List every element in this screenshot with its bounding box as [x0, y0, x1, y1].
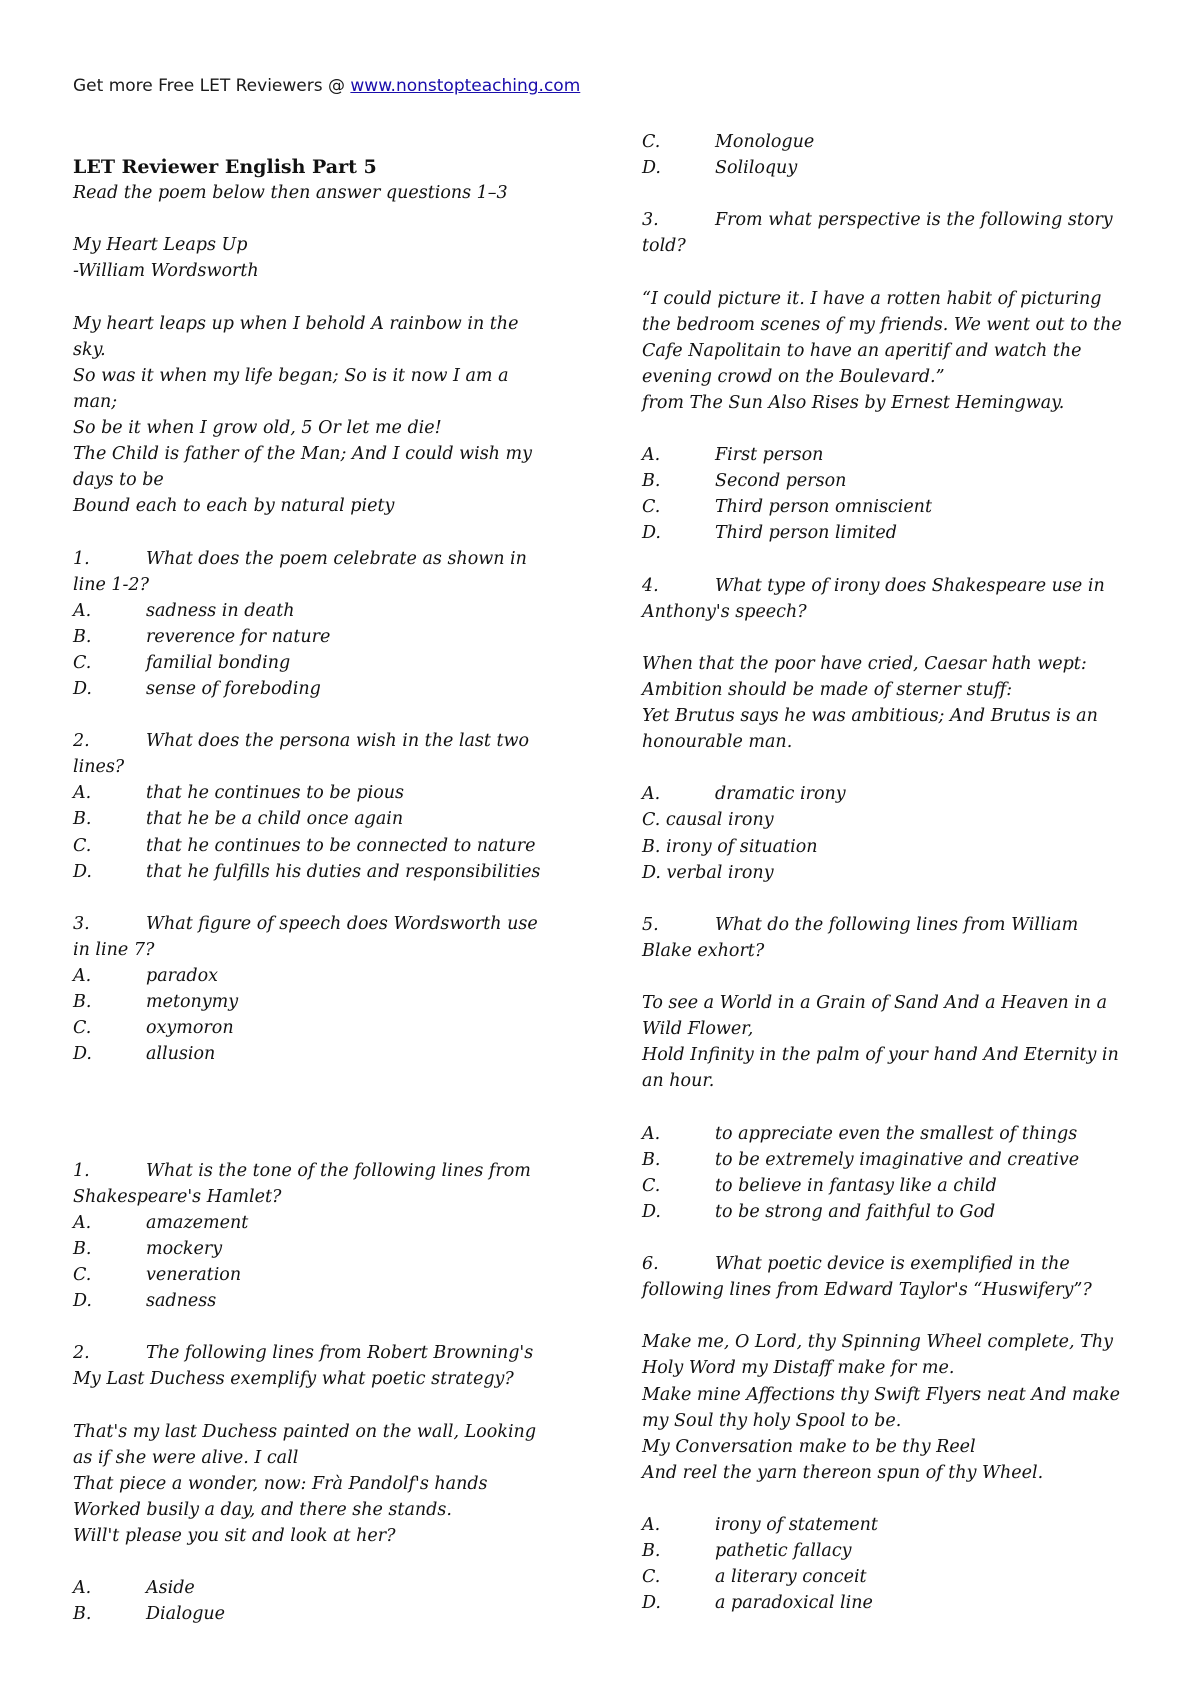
passage-line: Will't please you sit and look at her? — [73, 1525, 396, 1546]
question-stem — [642, 1251, 1142, 1277]
answer-option — [642, 1121, 1142, 1147]
question-stem — [73, 728, 573, 754]
option-text: metonymy — [146, 992, 239, 1013]
answer-option — [73, 1015, 573, 1041]
question-number: 1. — [73, 548, 90, 569]
option-text: irony of statement — [715, 1514, 878, 1535]
question-text-cont: My Last Duchess exemplify what poetic strategy? — [73, 1369, 514, 1390]
option-text: mockery — [146, 1238, 223, 1259]
question-block — [73, 546, 573, 703]
question-text-cont: line 1-2? — [73, 574, 149, 595]
question-number: 2. — [73, 731, 90, 752]
answer-option — [642, 520, 1142, 546]
option-label: C. — [642, 132, 661, 152]
option-text: Monologue — [715, 132, 815, 152]
question-block — [73, 1340, 573, 1627]
question-text: What does the poem celebrate as shown in — [146, 548, 527, 569]
option-label: A. — [642, 784, 661, 805]
answer-option: C. causal irony — [642, 810, 774, 831]
answer-option — [642, 468, 1142, 494]
question-block — [642, 912, 1142, 1225]
option-text: Third person limited — [715, 523, 897, 544]
passage-line: To see a World in a Grain of Sand And a Heaven in a — [642, 993, 1108, 1014]
question-stem — [73, 1340, 573, 1366]
option-label: D. — [642, 1201, 661, 1222]
question-text-cont: lines? — [73, 757, 125, 778]
poem-author: -William Wordsworth — [73, 261, 259, 282]
question-stem — [642, 573, 1142, 599]
option-text: that he continues to be connected to nature — [146, 835, 536, 856]
option-text: that he continues to be pious — [146, 783, 405, 804]
option-text: sadness — [146, 1291, 217, 1312]
option-text: Soliloquy — [715, 158, 798, 179]
passage-line: Wild Flower, — [642, 1019, 754, 1040]
passage-line: And reel the yarn thereon spun of thy Wheel. — [642, 1462, 1044, 1483]
answer-option — [73, 1262, 573, 1288]
option-text: Dialogue — [146, 1604, 226, 1625]
option-label: B. — [642, 1541, 661, 1562]
document-title: LET Reviewer English Part 5 — [73, 156, 377, 179]
answer-option — [73, 650, 573, 676]
option-text: to believe in fantasy like a child — [715, 1175, 997, 1196]
question-stem — [642, 912, 1142, 938]
option-label: D. — [73, 678, 92, 699]
option-label: A. — [73, 966, 92, 986]
question-number: 5. — [642, 914, 659, 935]
header-text: Get more Free LET Reviewers @ — [73, 76, 351, 96]
answer-option — [642, 442, 1142, 468]
option-text: that he be a child once again — [146, 809, 404, 830]
question-text-cont: Shakespeare's Hamlet? — [73, 1186, 282, 1207]
option-text: a literary conceit — [715, 1567, 867, 1588]
option-text: First person — [715, 445, 824, 466]
option-label: D. — [73, 1044, 92, 1065]
answer-option — [642, 1199, 1142, 1225]
option-label: C. — [73, 1018, 92, 1039]
passage-line: my Soul thy holy Spool to be. — [642, 1410, 902, 1431]
answer-option — [73, 780, 573, 806]
option-label: C. — [642, 1175, 661, 1196]
question-block — [73, 911, 573, 1068]
passage-line: Cafe Napolitain to have an aperitif and watch the — [642, 340, 1082, 361]
option-text: Aside — [146, 1578, 195, 1599]
question-number: 4. — [642, 575, 659, 596]
option-label: C. — [73, 835, 92, 856]
passage-line: an hour. — [642, 1071, 715, 1092]
option-text: oxymoron — [146, 1018, 234, 1039]
answer-option — [73, 676, 573, 702]
passage-line: as if she were alive. I call — [73, 1447, 299, 1468]
poem-text — [73, 311, 573, 520]
passage-line: My Conversation make to be thy Reel — [642, 1436, 976, 1457]
question-stem — [642, 207, 1142, 233]
question-text-cont: Anthony's speech? — [642, 601, 807, 622]
question-number: 1. — [73, 1160, 90, 1181]
question-text-cont: Blake exhort? — [642, 940, 765, 961]
question-text: What do the following lines from William — [715, 914, 1079, 935]
option-label: A. — [73, 600, 92, 621]
option-label: A. — [642, 1123, 661, 1144]
passage-line: Holy Word my Distaff make for me. — [642, 1358, 955, 1379]
option-label: B. — [73, 1238, 92, 1259]
left-column — [73, 128, 573, 1627]
option-label: D. — [642, 1593, 661, 1614]
question-number: 3. — [73, 913, 90, 934]
option-text: veneration — [146, 1265, 242, 1286]
question-block — [73, 1158, 573, 1315]
question-text-cont: told? — [642, 236, 686, 257]
poem-title: My Heart Leaps Up — [73, 235, 248, 256]
passage-line: That's my last Duchess painted on the wall, Looking — [73, 1421, 537, 1442]
poem-line: My heart leaps up when I behold A rainbow in the — [73, 313, 519, 334]
poem-line: sky. — [73, 339, 106, 360]
answer-option — [642, 1590, 1142, 1616]
option-label: D. — [642, 158, 661, 179]
question-block — [642, 573, 1142, 886]
option-text: allusion — [146, 1044, 216, 1065]
option-label: B. — [642, 471, 661, 492]
option-text: a paradoxical line — [715, 1593, 873, 1614]
answer-option: D. verbal irony — [642, 862, 774, 883]
passage-line: Worked busily a day, and there she stands. — [73, 1499, 452, 1520]
option-text: reverence for nature — [146, 626, 331, 647]
question-text: What is the tone of the following lines from — [146, 1160, 531, 1181]
answer-option: B. irony of situation — [642, 836, 818, 857]
option-label: A. — [642, 445, 661, 466]
passage-line: Make me, O Lord, thy Spinning Wheel complete, Thy — [642, 1332, 1113, 1353]
question-text: What does the persona wish in the last two — [146, 731, 530, 752]
answer-option — [73, 989, 573, 1015]
option-label: B. — [73, 1604, 92, 1625]
poem-line: The Child is father of the Man; And I could wish my — [73, 444, 532, 465]
question-block — [642, 1251, 1142, 1616]
answer-option — [73, 1288, 573, 1314]
option-label: B. — [642, 1149, 661, 1170]
passage-line: Hold Infinity in the palm of your hand And Eternity in — [642, 1045, 1119, 1066]
question-text: The following lines from Robert Browning's — [146, 1343, 534, 1364]
option-label: C. — [642, 1567, 661, 1588]
option-label: C. — [73, 1265, 92, 1286]
right-column — [642, 129, 1142, 1616]
answer-option — [642, 1538, 1142, 1564]
answer-option — [73, 1575, 573, 1601]
answer-option — [73, 624, 573, 650]
question-stem — [73, 911, 573, 937]
passage-line: the bedroom scenes of my friends. We went out to the — [642, 314, 1122, 335]
option-text: to appreciate even the smallest of things — [715, 1123, 1078, 1144]
poem-line: days to be — [73, 470, 164, 491]
passage-line: Make mine Affections thy Swift Flyers neat And make — [642, 1384, 1121, 1405]
poem-line: Bound each to each by natural piety — [73, 496, 395, 517]
option-label: D. — [73, 861, 92, 882]
answer-option — [642, 129, 1142, 155]
question-number: 2. — [73, 1343, 90, 1364]
header-link[interactable]: www.nonstopteaching.com — [350, 76, 581, 96]
option-text: sense of foreboding — [146, 678, 321, 699]
poem-line: man; — [73, 391, 118, 412]
answer-option — [73, 859, 573, 885]
option-text: Second person — [715, 471, 847, 492]
passage-line: When that the poor have cried, Caesar hath wept: — [642, 653, 1087, 674]
option-text: familial bonding — [146, 652, 291, 673]
question-text: What figure of speech does Wordsworth use — [146, 913, 538, 934]
question-text-cont: in line 7? — [73, 939, 155, 960]
option-text: that he fulfills his duties and responsibilities — [146, 861, 541, 882]
answer-option — [642, 155, 1142, 181]
answer-option — [642, 1512, 1142, 1538]
question-number: 3. — [642, 210, 659, 231]
question-text: What poetic device is exemplified in the — [715, 1254, 1070, 1275]
poem-line: So be it when I grow old, 5 Or let me die! — [73, 418, 442, 439]
option-label: D. — [642, 523, 661, 544]
question-text: From what perspective is the following story — [715, 210, 1113, 231]
passage-line: evening crowd on the Boulevard.” — [642, 366, 945, 387]
passage-line: honourable man. — [642, 732, 793, 753]
option-text: to be strong and faithful to God — [715, 1201, 996, 1222]
passage-line: “I could picture it. I have a rotten habit of picturing — [642, 288, 1102, 309]
answer-option — [73, 833, 573, 859]
question-stem — [73, 546, 573, 572]
question-block — [73, 728, 573, 885]
passage-line: from The Sun Also Rises by Ernest Hemingway. — [642, 392, 1065, 413]
option-label: D. — [73, 1291, 92, 1312]
option-text: dramatic irony — [715, 784, 846, 805]
page-header — [73, 76, 580, 96]
option-text: pathetic fallacy — [715, 1541, 852, 1562]
option-label: C. — [73, 652, 92, 673]
option-label: B. — [73, 626, 92, 647]
question-block — [642, 207, 1142, 546]
answer-option — [642, 781, 1142, 807]
option-text: sadness in death — [146, 600, 295, 621]
option-text: paradox — [146, 966, 219, 986]
option-label: C. — [642, 497, 661, 518]
poem-line: So was it when my life began; So is it now I am a — [73, 365, 509, 386]
answer-option — [642, 1173, 1142, 1199]
answer-option — [73, 598, 573, 624]
answer-option — [642, 1147, 1142, 1173]
question-text-cont: following lines from Edward Taylor's “Huswifery”? — [642, 1280, 1092, 1301]
passage-line: That piece a wonder, now: Frà Pandolf's hands — [73, 1473, 488, 1494]
answer-option — [73, 1210, 573, 1236]
option-label: A. — [73, 1212, 92, 1233]
answer-option — [642, 1564, 1142, 1590]
answer-option — [73, 1041, 573, 1067]
answer-option — [73, 1236, 573, 1262]
option-text: Third person omniscient — [715, 497, 932, 518]
question-text: What type of irony does Shakespeare use in — [715, 575, 1105, 596]
option-label: B. — [73, 992, 92, 1013]
option-label: A. — [73, 1578, 92, 1599]
question-stem — [73, 1158, 573, 1184]
answer-option — [73, 1601, 573, 1627]
option-text: amazement — [146, 1212, 249, 1233]
answer-option — [642, 494, 1142, 520]
option-label: A. — [642, 1514, 661, 1535]
passage-line: Ambition should be made of sterner stuff: — [642, 679, 1013, 700]
passage-line: Yet Brutus says he was ambitious; And Brutus is an — [642, 706, 1098, 727]
question-number: 6. — [642, 1254, 659, 1275]
instruction: Read the poem below then answer questions 1–3 — [73, 183, 508, 204]
option-label: A. — [73, 783, 92, 804]
option-text: to be extremely imaginative and creative — [715, 1149, 1080, 1170]
answer-option — [73, 806, 573, 832]
option-label: B. — [73, 809, 92, 830]
answer-option — [73, 963, 573, 989]
